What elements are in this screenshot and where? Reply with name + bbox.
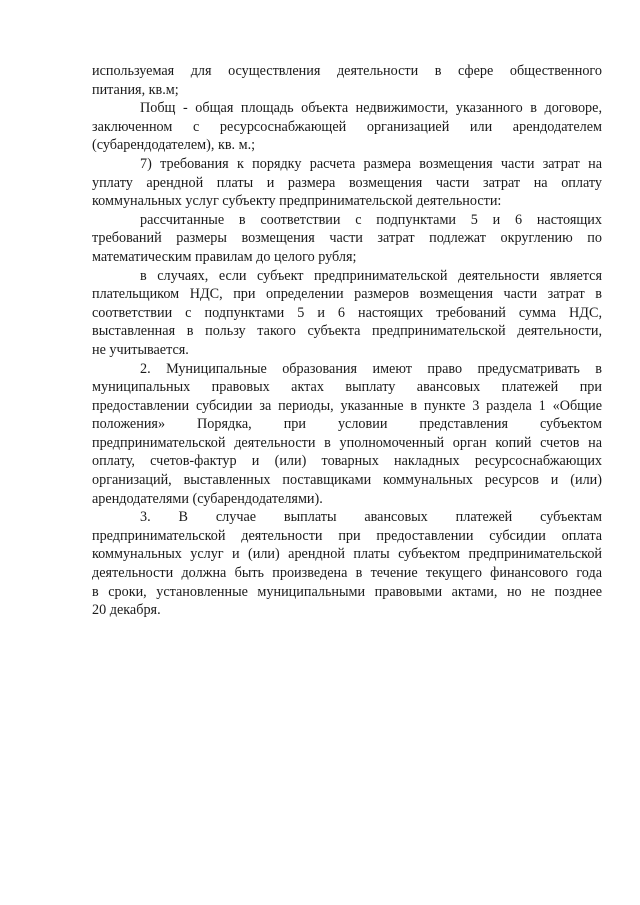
text-line: соответствии с подпунктами 5 и 6 настоящих требований сумма НДС,: [92, 304, 602, 321]
text-line: плательщиком НДС, при определении размеров возмещения части затрат в: [92, 286, 602, 303]
text-line: предпринимательской деятельности в уполномоченный орган копий счетов на: [92, 434, 602, 451]
text-line: положения» Порядка, при условии представления субъектом: [92, 416, 602, 433]
text-line: муниципальных правовых актах выплату авансовых платежей при: [92, 379, 602, 396]
text-line: питания, кв.м;: [92, 81, 179, 98]
text-line: выставленная в пользу такого субъекта предпринимательской деятельности,: [92, 323, 602, 340]
text-line: в случаях, если субъект предпринимательской деятельности является: [140, 267, 602, 284]
text-line: (субарендодателем), кв. м.;: [92, 137, 256, 154]
text-line: 3. В случае выплаты авансовых платежей субъектам: [140, 509, 602, 526]
text-line: оплату, счетов-фактур и (или) товарных накладных ресурсоснабжающих: [92, 453, 602, 470]
text-line: Побщ - общая площадь объекта недвижимости, указанного в договоре,: [140, 100, 602, 117]
text-line: коммунальных услуг и (или) арендной платы субъектом предпринимательской: [92, 546, 602, 563]
text-line: используемая для осуществления деятельности в сфере общественного: [92, 63, 602, 79]
text-line: не учитывается.: [92, 341, 189, 358]
text-line: уплату арендной платы и размера возмещения части затрат на оплату: [92, 174, 602, 191]
text-line: заключенном с ресурсоснабжающей организацией или арендодателем: [92, 118, 602, 135]
text-line: в сроки, установленные муниципальными правовыми актами, но не позднее: [92, 583, 602, 600]
document-body: [92, 62, 602, 620]
text-line: 2. Муниципальные образования имеют право предусматривать в: [140, 360, 602, 377]
text-line: 20 декабря.: [92, 602, 161, 619]
text-line: требований размеры возмещения части затрат подлежат округлению по: [92, 230, 602, 247]
text-line: коммунальных услуг субъекту предпринимательской деятельности:: [92, 193, 502, 210]
text-line: предоставлении субсидии за периоды, указанные в пункте 3 раздела 1 «Общие: [92, 397, 602, 414]
text-line: 7) требования к порядку расчета размера возмещения части затрат на: [140, 155, 602, 172]
text-line: предпринимательской деятельности при предоставлении субсидии оплата: [92, 527, 602, 544]
text-line: арендодателями (субарендодателями).: [92, 490, 323, 507]
text-line: организаций, выставленных поставщиками коммунальных ресурсов и (или): [92, 472, 602, 489]
text-line: математическим правилам до целого рубля;: [92, 248, 357, 265]
text-line: деятельности должна быть произведена в течение текущего финансового года: [92, 565, 602, 582]
text-line: рассчитанные в соответствии с подпунктами 5 и 6 настоящих: [140, 211, 602, 228]
